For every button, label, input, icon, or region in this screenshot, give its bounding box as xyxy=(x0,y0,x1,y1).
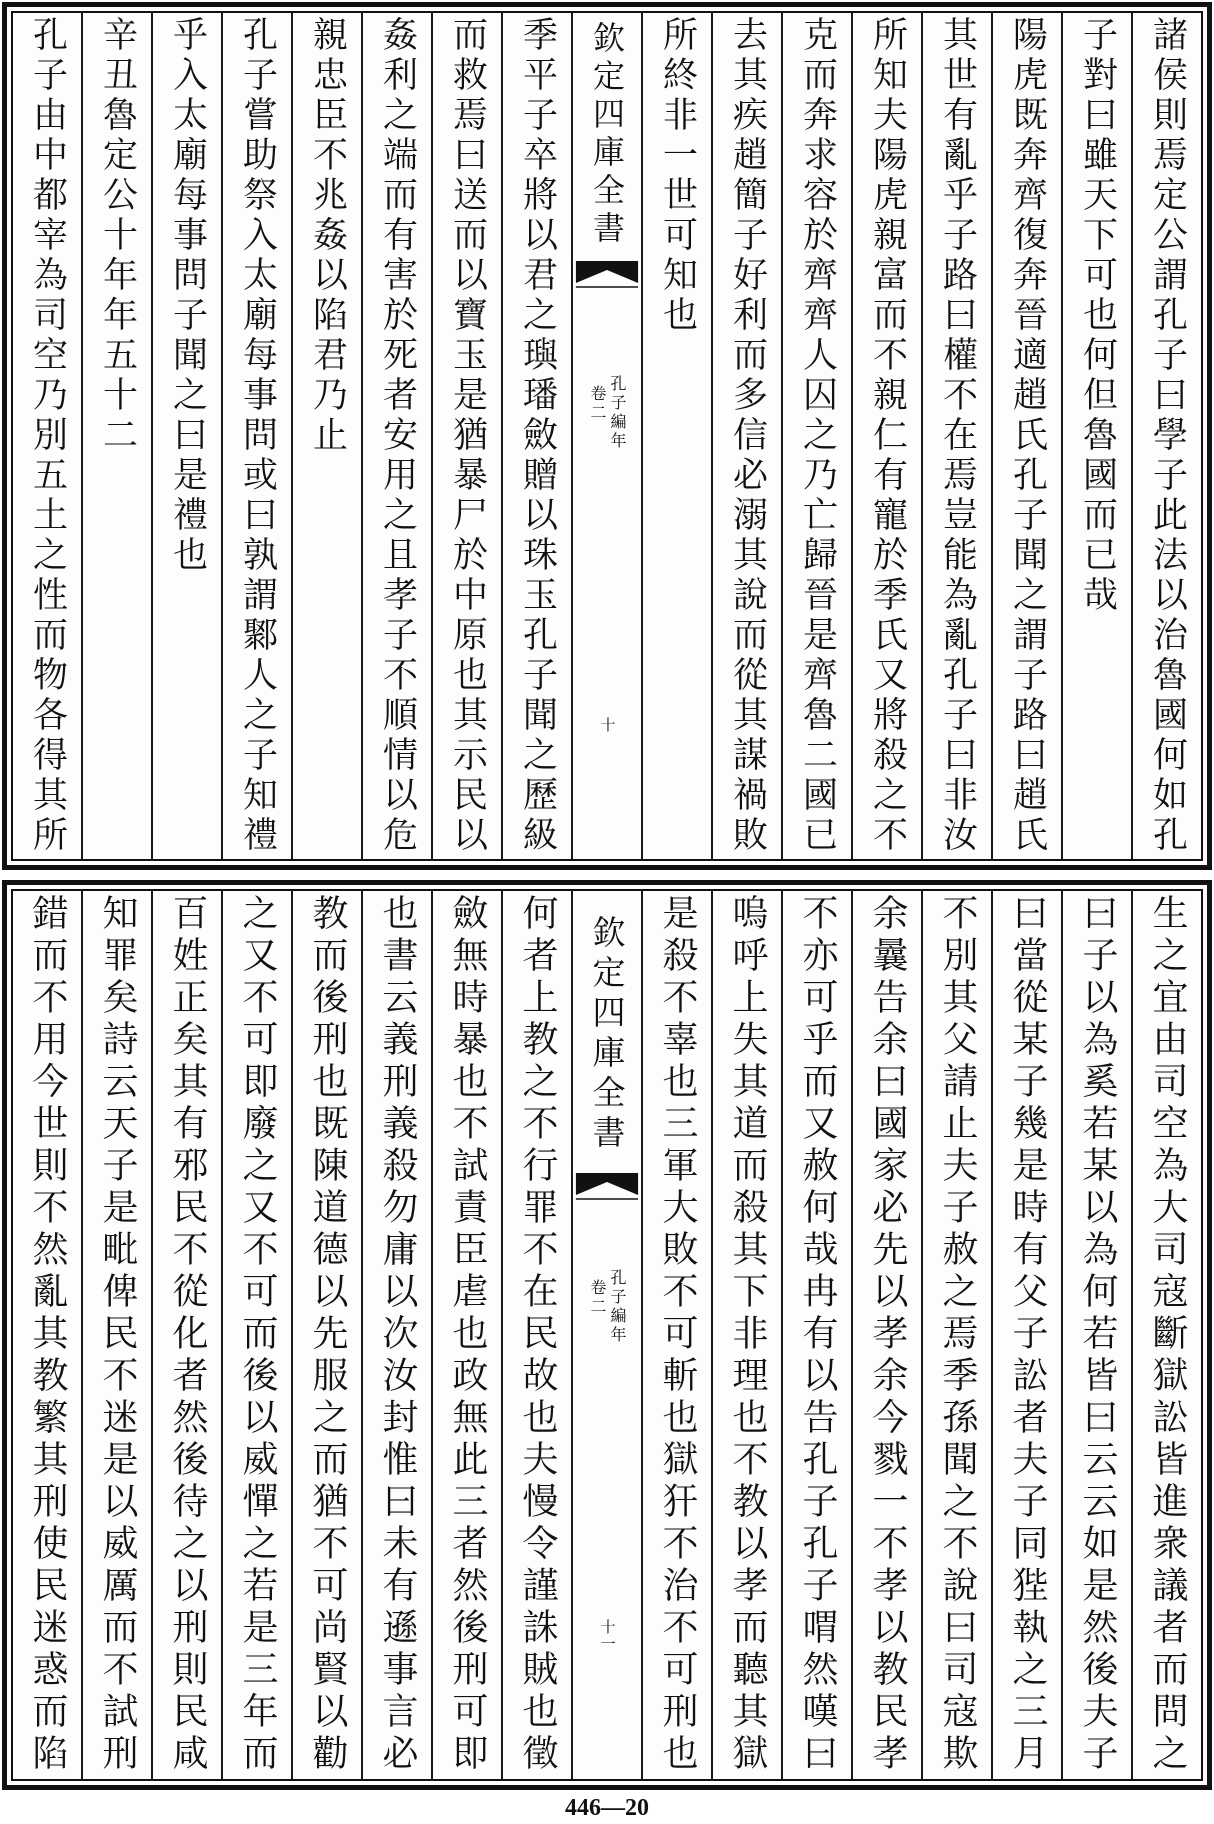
text-column xyxy=(641,13,711,859)
column-text: 教而後刑也既陳道德以先服之而猶不可尚賢以勸 xyxy=(307,894,348,1776)
text-column xyxy=(1061,13,1131,859)
text-column xyxy=(13,891,81,1779)
text-column xyxy=(991,13,1061,859)
leaf-panel-top xyxy=(2,2,1212,870)
column-text: 諸侯則焉定公謂孔子曰學子此法以治魯國何如孔 xyxy=(1147,16,1188,856)
column-text: 生之宜由司空為大司寇斷獄訟皆進衆議者而問之 xyxy=(1147,894,1188,1776)
text-column xyxy=(81,891,151,1779)
center-subtitle xyxy=(573,375,641,451)
volume-label: 卷二 xyxy=(588,1279,607,1317)
text-column xyxy=(13,13,81,859)
column-text: 錯而不用今世則不然亂其教繁其刑使民迷惑而陷 xyxy=(27,894,68,1776)
column-text: 而救焉曰送而以寶玉是猶暴尸於中原也其示民以 xyxy=(447,16,488,856)
column-text: 知罪矣詩云天子是毗俾民不迷是以威厲而不試刑 xyxy=(97,894,138,1776)
text-column xyxy=(921,13,991,859)
column-text: 辛丑魯定公十年年五十二 xyxy=(97,16,138,456)
column-text: 曰子以為奚若某以為何若皆曰云云如是然後夫子 xyxy=(1077,894,1118,1776)
text-column xyxy=(851,891,921,1779)
column-text: 乎入太廟每事問子聞之曰是禮也 xyxy=(167,16,208,576)
series-title: 欽定四庫全書 xyxy=(587,915,627,1155)
text-column xyxy=(431,891,501,1779)
column-text: 陽虎既奔齊復奔晉適趙氏孔子聞之謂子路曰趙氏 xyxy=(1007,16,1048,856)
text-column xyxy=(921,891,991,1779)
page-number: 446—20 xyxy=(565,1795,649,1821)
column-text: 季平子卒將以君之璵璠斂贈以珠玉孔子聞之歷級 xyxy=(517,16,558,856)
column-text: 子對曰雖天下可也何但魯國而已哉 xyxy=(1077,16,1118,616)
text-column xyxy=(151,891,221,1779)
book-title: 孔子編年 xyxy=(608,1269,627,1345)
column-text: 之又不可即廢之又不可而後以威憚之若是三年而 xyxy=(237,894,278,1776)
column-text: 親忠臣不兆姦以陷君乃止 xyxy=(307,16,348,456)
text-column xyxy=(711,891,781,1779)
text-column xyxy=(851,13,921,859)
text-column xyxy=(781,13,851,859)
column-text: 不別其父請止夫子赦之焉季孫聞之不說曰司寇欺 xyxy=(937,894,978,1776)
text-column xyxy=(361,13,431,859)
column-text: 姦利之端而有害於死者安用之且孝子不順情以危 xyxy=(377,16,418,856)
column-text: 所知夫陽虎親富而不親仁有寵於季氏又將殺之不 xyxy=(867,16,908,856)
column-text: 何者上教之不行罪不在民故也夫慢令謹誅賊也徵 xyxy=(517,894,558,1776)
text-column xyxy=(81,13,151,859)
column-text: 余曩告余曰國家必先以孝余今戮一不孝以教民孝 xyxy=(867,894,908,1776)
text-column xyxy=(431,13,501,859)
center-fold-column xyxy=(571,13,641,859)
center-subtitle xyxy=(573,1269,641,1345)
column-text: 孔子由中都宰為司空乃別五土之性而物各得其所 xyxy=(27,16,68,856)
column-text: 百姓正矣其有邪民不從化者然後待之以刑則民咸 xyxy=(167,894,208,1776)
column-text: 克而奔求容於齊齊人囚之乃亡歸晉是齊魯二國已 xyxy=(797,16,838,856)
text-column xyxy=(1131,13,1201,859)
text-column xyxy=(291,13,361,859)
volume-label: 卷二 xyxy=(588,385,607,423)
text-column xyxy=(1061,891,1131,1779)
text-column xyxy=(221,13,291,859)
column-text: 斂無時暴也不試責臣虐也政無此三者然後刑可即 xyxy=(447,894,488,1776)
fish-tail-mark-icon xyxy=(573,259,641,289)
text-column xyxy=(501,13,571,859)
text-column xyxy=(781,891,851,1779)
column-text: 是殺不辜也三軍大敗不可斬也獄犴不治不可刑也 xyxy=(657,894,698,1776)
text-column xyxy=(991,891,1061,1779)
text-column xyxy=(151,13,221,859)
leaf-number: 十一 xyxy=(598,1619,617,1653)
text-column xyxy=(361,891,431,1779)
text-column xyxy=(221,891,291,1779)
text-column xyxy=(641,891,711,1779)
column-text: 去其疾趙簡子好利而多信必溺其說而從其謀禍敗 xyxy=(727,16,768,856)
center-fold-column xyxy=(571,891,641,1779)
text-column xyxy=(291,891,361,1779)
column-text: 其世有亂乎子路曰權不在焉豈能為亂孔子曰非汝 xyxy=(937,16,978,856)
text-frame xyxy=(11,11,1203,861)
series-title: 欽定四庫全書 xyxy=(588,21,626,249)
text-column xyxy=(711,13,781,859)
text-column xyxy=(1131,891,1201,1779)
fish-tail-mark-icon xyxy=(573,1171,641,1201)
book-title: 孔子編年 xyxy=(608,375,627,451)
leaf-panel-bottom xyxy=(2,880,1212,1790)
column-text: 不亦可乎而又赦何哉冉有以告孔子孔子喟然嘆曰 xyxy=(797,894,838,1776)
text-column xyxy=(501,891,571,1779)
column-text: 也書云義刑義殺勿庸以次汝封惟曰未有遜事言必 xyxy=(377,894,418,1776)
leaf-number: 十 xyxy=(598,717,617,734)
column-text: 嗚呼上失其道而殺其下非理也不教以孝而聽其獄 xyxy=(727,894,768,1776)
column-text: 所終非一世可知也 xyxy=(657,16,698,336)
column-text: 孔子嘗助祭入太廟每事問或曰孰謂鄹人之子知禮 xyxy=(237,16,278,856)
column-text: 曰當從某子幾是時有父子訟者夫子同狴執之三月 xyxy=(1007,894,1048,1776)
text-frame xyxy=(11,889,1203,1781)
